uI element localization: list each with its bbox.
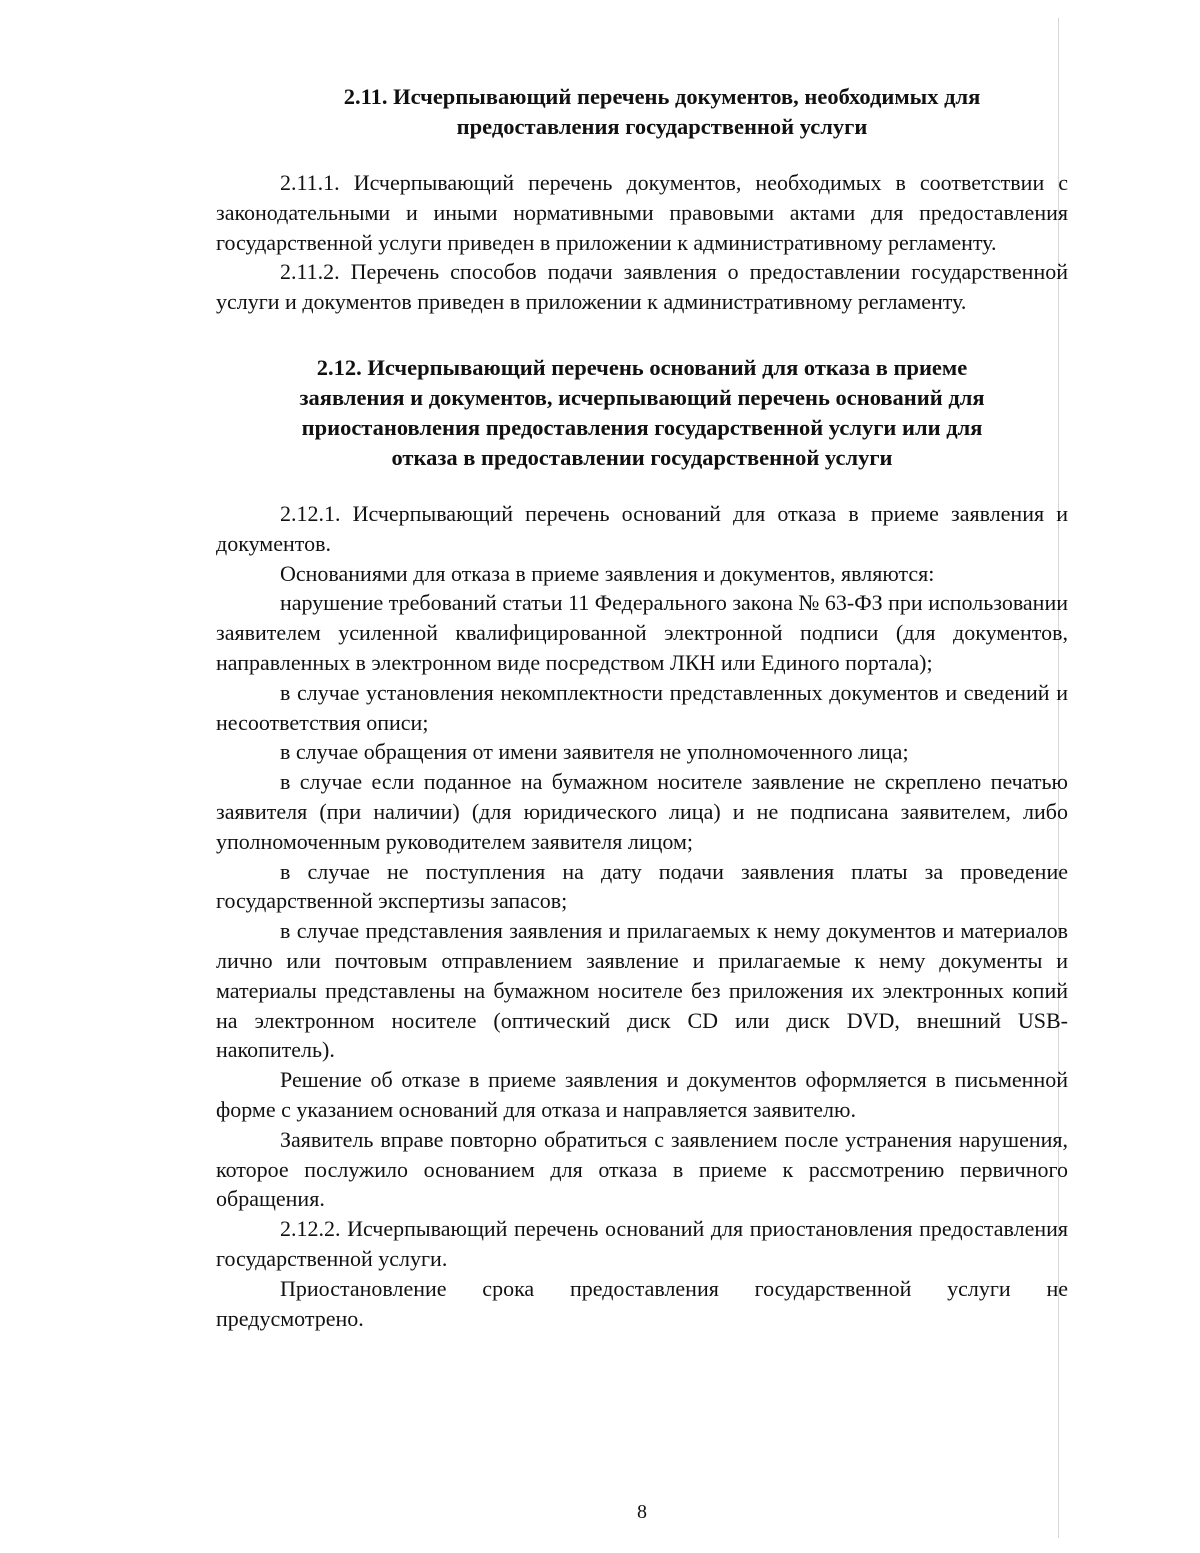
paragraph-2-12-2: 2.12.2. Исчерпывающий перечень оснований для приостановления предоставления государственной услуги. (216, 1216, 1068, 1271)
paragraph-ground-no-payment: в случае не поступления на дату подачи заявления платы за проведение государственной экспертизы запасов; (216, 858, 1068, 914)
section-2-11-body (216, 168, 1068, 317)
paragraph-ground-no-electronic-copies: в случае представления заявления и прилагаемых к нему документов и материалов лично или почтовым отправлением заявление и прилагаемые к нему документы и материалы представлены на бумажном носителе без приложения их электронных копий на электронном носителе (оптический диск CD или диск DVD, внешний USB-накопитель). (216, 918, 1068, 1063)
page-number: 8 (637, 1501, 647, 1523)
paragraph-ground-incomplete: в случае установления некомплектности представленных документов и сведений и несоответствия описи; (216, 679, 1068, 735)
paragraph-ground-signature: нарушение требований статьи 11 Федерального закона № 63-ФЗ при использовании заявителем усиленной квалифицированной электронной подписи (для документов, направленных в электронном виде посредством ЛКН или Единого портала); (216, 590, 1068, 675)
paragraph-refusal-decision: Решение об отказе в приеме заявления и документов оформляется в письменной форме с указанием оснований для отказа и направляется заявителю. (216, 1067, 1068, 1122)
paragraph-2-11-2: 2.11.2. Перечень способов подачи заявления о предоставлении государственной услуги и документов приведен в приложении к административному регламенту. (216, 259, 1068, 315)
document-content (216, 82, 1068, 1333)
section-2-12-heading (216, 353, 1068, 473)
paragraph-suspension: Приостановление срока предоставления государственной услуги не предусмотрено. (216, 1275, 1068, 1331)
heading-line: предоставления государственной услуги (456, 114, 868, 139)
paragraph-grounds-intro: Основаниями для отказа в приеме заявления и документов, являются: (280, 560, 935, 586)
heading-line: отказа в предоставлении государственной услуги (391, 444, 893, 470)
heading-line: 2.12. Исчерпывающий перечень оснований для отказа в приеме (316, 354, 968, 380)
paragraph-2-11-1: 2.11.1. Исчерпывающий перечень документов, необходимых в соответствии с законодательными и иными нормативными правовыми актами для предоставления государственной услуги приведен в приложении к административному регламенту. (216, 170, 1068, 255)
paragraph-reapply: Заявитель вправе повторно обратиться с заявлением после устранения нарушения, которое послужило основанием для отказа в приеме к рассмотрению первичного обращения. (216, 1126, 1068, 1212)
heading-line: заявления и документов, исчерпывающий перечень оснований для (299, 384, 985, 410)
paragraph-2-12-1: 2.12.1. Исчерпывающий перечень оснований для отказа в приеме заявления и документов. (216, 500, 1068, 556)
heading-line: 2.11. Исчерпывающий перечень документов, необходимых для (343, 84, 981, 109)
heading-line: приостановления предоставления государственной услуги или для (301, 414, 983, 440)
section-2-12-body (216, 499, 1068, 1333)
section-2-11-heading (216, 82, 1068, 142)
paragraph-ground-no-seal: в случае если поданное на бумажном носителе заявление не скреплено печатью заявителя (при наличии) (для юридического лица) и не подписана заявителем, либо уполномоченным руководителем заявителя лицом; (216, 769, 1068, 854)
paragraph-ground-unauthorized: в случае обращения от имени заявителя не уполномоченного лица; (280, 739, 909, 765)
